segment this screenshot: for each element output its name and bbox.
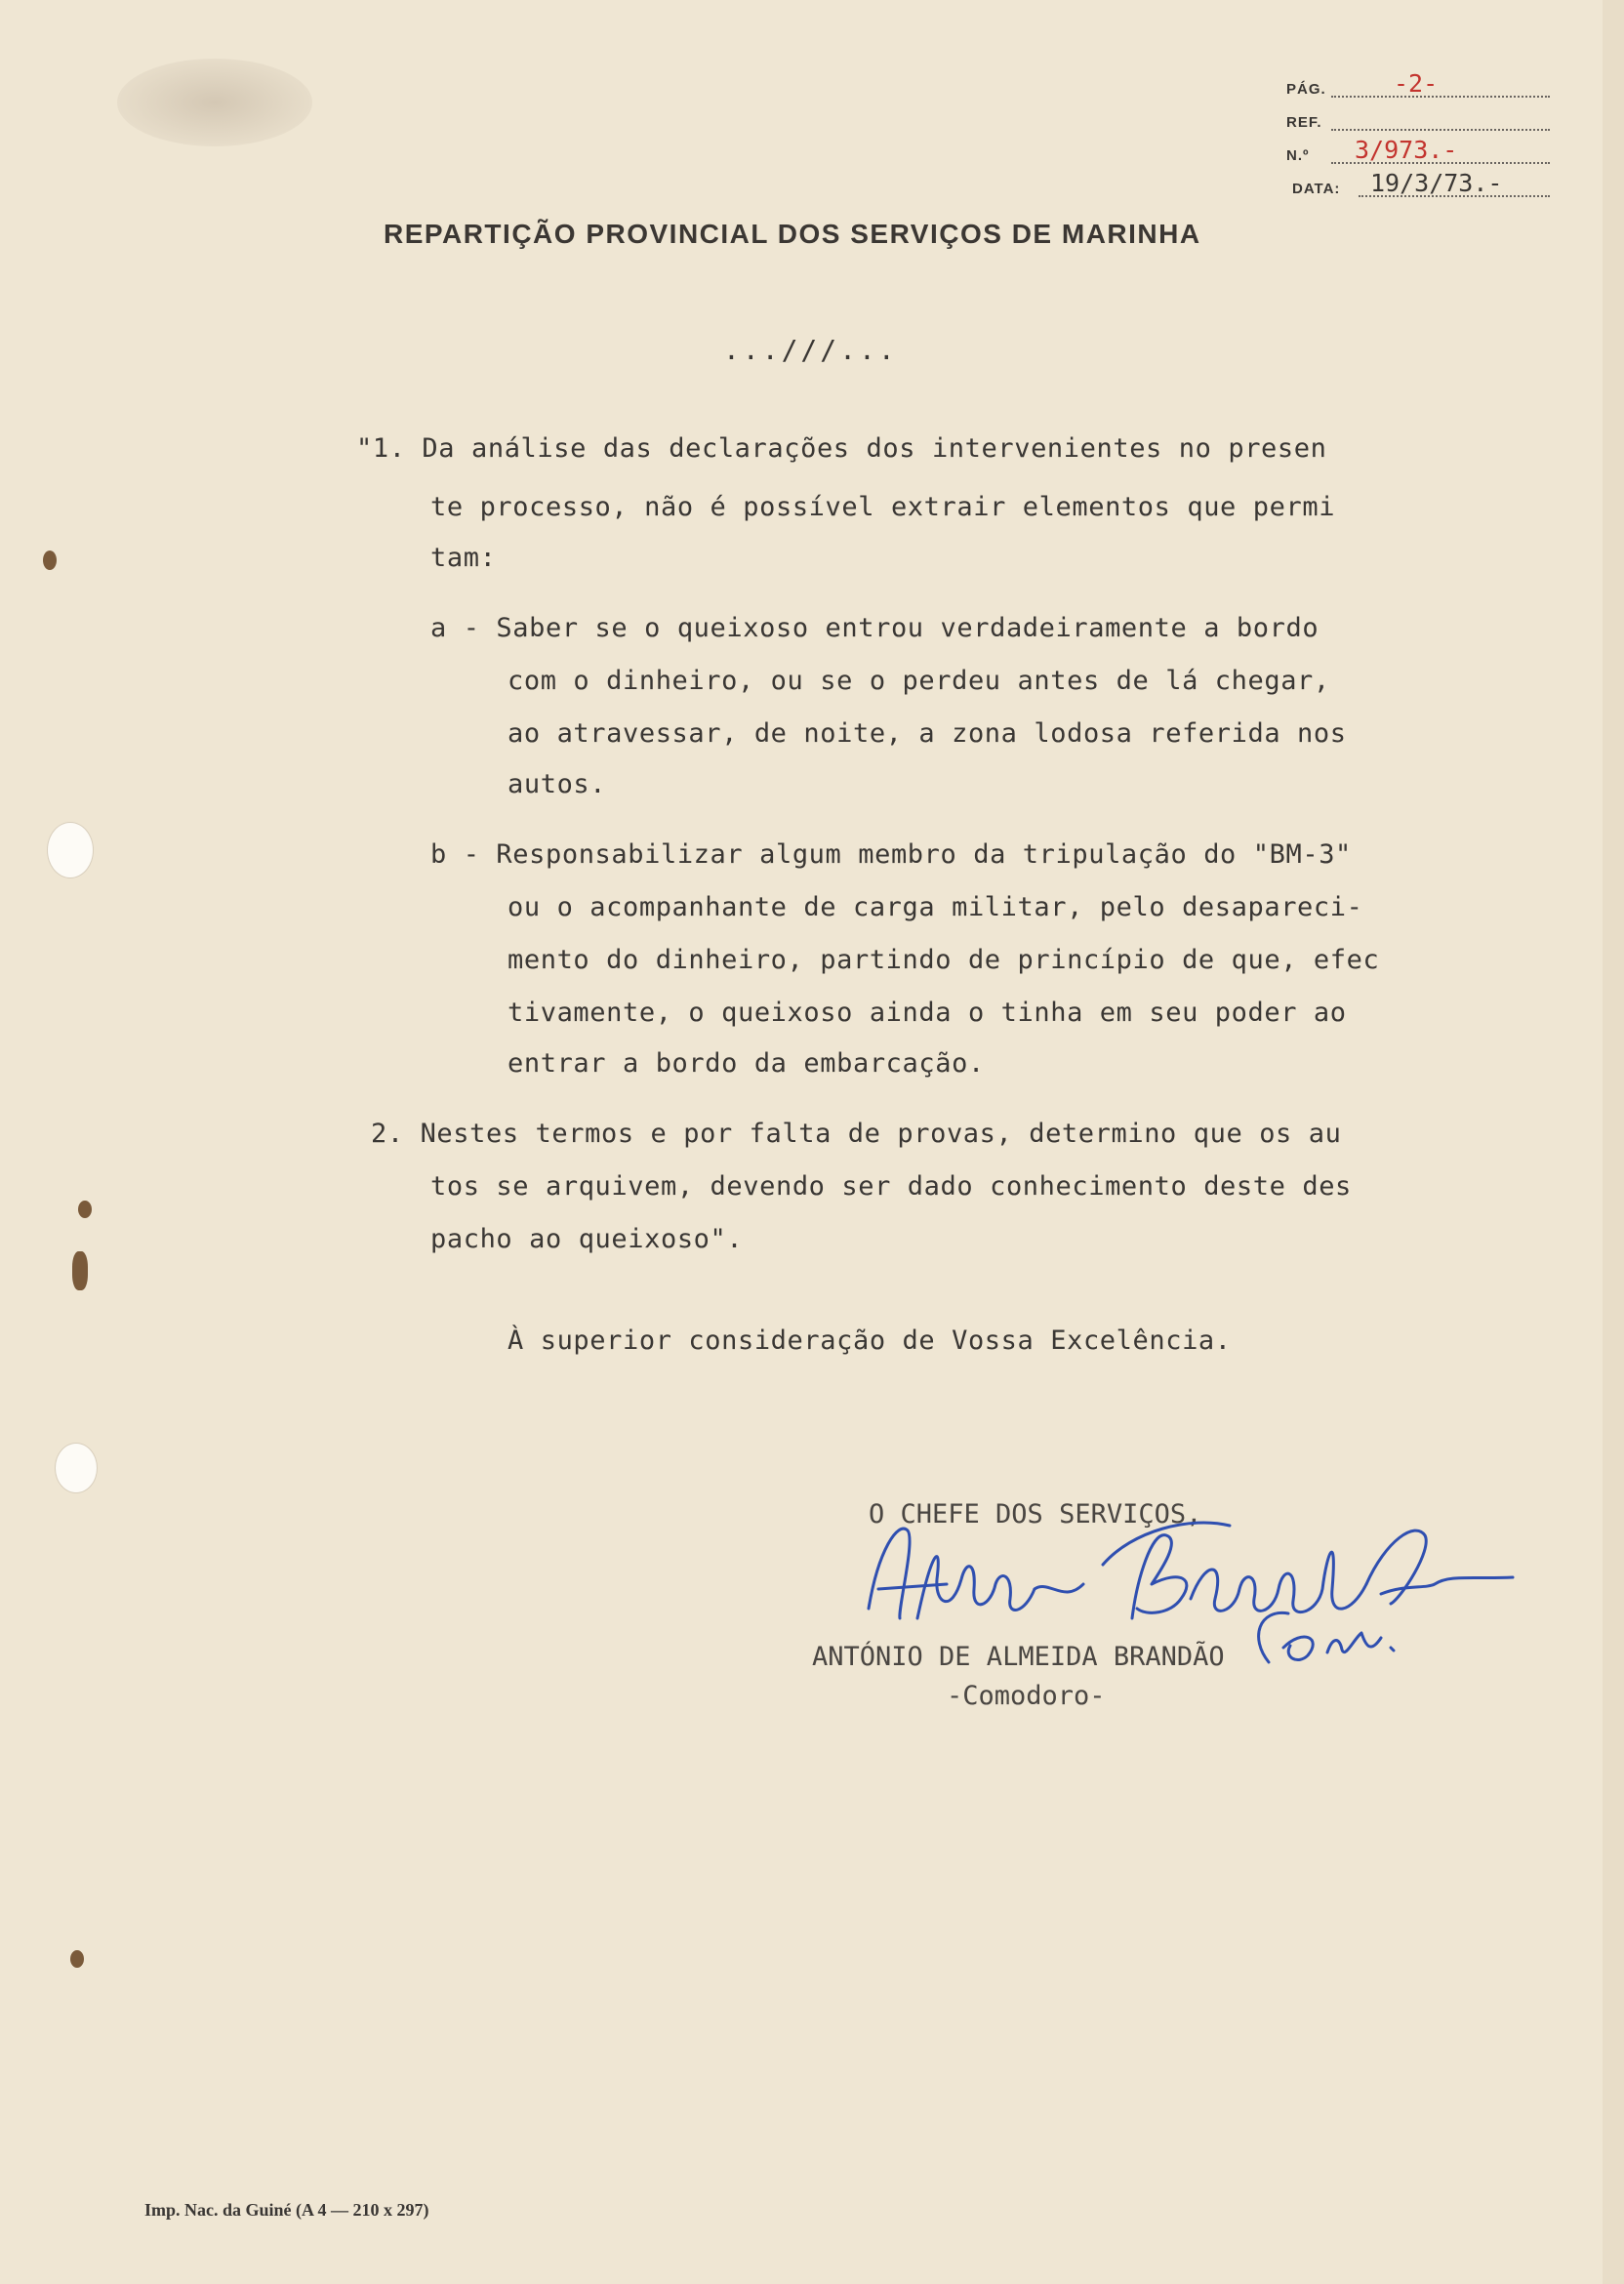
- ref-label: REF.: [1286, 114, 1322, 131]
- ref-line-page: [1286, 70, 1579, 103]
- number-label: N.º: [1286, 147, 1310, 164]
- body-line: pacho ao queixoso".: [430, 1224, 744, 1254]
- printer-imprint: Imp. Nac. da Guiné (A 4 — 210 x 297): [144, 2200, 429, 2220]
- speck: [72, 1251, 88, 1290]
- document-date: 19/3/73.-: [1370, 169, 1503, 197]
- ref-line-number: [1286, 137, 1579, 170]
- signatory-name: ANTÓNIO DE ALMEIDA BRANDÃO: [812, 1642, 1225, 1672]
- body-line: com o dinheiro, ou se o perdeu antes de lá chegar,: [508, 666, 1330, 696]
- reference-box: [1286, 70, 1579, 203]
- body-line: tivamente, o queixoso ainda o tinha em seu poder ao: [508, 998, 1347, 1028]
- body-line: autos.: [508, 769, 607, 799]
- speck: [70, 1950, 84, 1968]
- ref-line-ref: [1286, 103, 1579, 137]
- body-line: tam:: [430, 543, 497, 573]
- signatory-rank: -Comodoro-: [947, 1681, 1106, 1711]
- body-line: tos se arquivem, devendo ser dado conhecimento deste des: [430, 1171, 1352, 1202]
- body-line: b - Responsabilizar algum membro da tripulação do "BM-3": [430, 839, 1352, 870]
- stain-top-left: [117, 59, 312, 146]
- punch-hole-top: [47, 822, 94, 878]
- body-line: ou o acompanhante de carga militar, pelo desapareci-: [508, 892, 1363, 922]
- page-edge-shadow: [1603, 0, 1624, 2284]
- continuation-separator: ...///...: [723, 334, 898, 366]
- body-line: mento do dinheiro, partindo de princípio de que, efec: [508, 945, 1380, 975]
- body-line: 2. Nestes termos e por falta de provas, determino que os au: [371, 1119, 1342, 1149]
- closing-line: À superior consideração de Vossa Excelência.: [508, 1326, 1232, 1356]
- speck: [78, 1201, 92, 1218]
- body-line: "1. Da análise das declarações dos intervenientes no presen: [356, 433, 1327, 464]
- body-line: entrar a bordo da embarcação.: [508, 1048, 985, 1079]
- page-label: PÁG.: [1286, 81, 1326, 98]
- document-number: 3/973.-: [1355, 136, 1458, 164]
- speck: [43, 551, 57, 570]
- ref-line-date: [1286, 170, 1579, 203]
- body-line: a - Saber se o queixoso entrou verdadeiramente a bordo: [430, 613, 1320, 643]
- signatory-title: O CHEFE DOS SERVIÇOS,: [869, 1499, 1202, 1529]
- body-line: te processo, não é possível extrair elementos que permi: [430, 492, 1336, 522]
- department-header: REPARTIÇÃO PROVINCIAL DOS SERVIÇOS DE MARINHA: [384, 219, 1201, 249]
- body-line: ao atravessar, de noite, a zona lodosa referida nos: [508, 718, 1347, 749]
- date-label: DATA:: [1292, 181, 1341, 197]
- page-number: -2-: [1394, 69, 1439, 98]
- punch-hole-bottom: [55, 1443, 98, 1493]
